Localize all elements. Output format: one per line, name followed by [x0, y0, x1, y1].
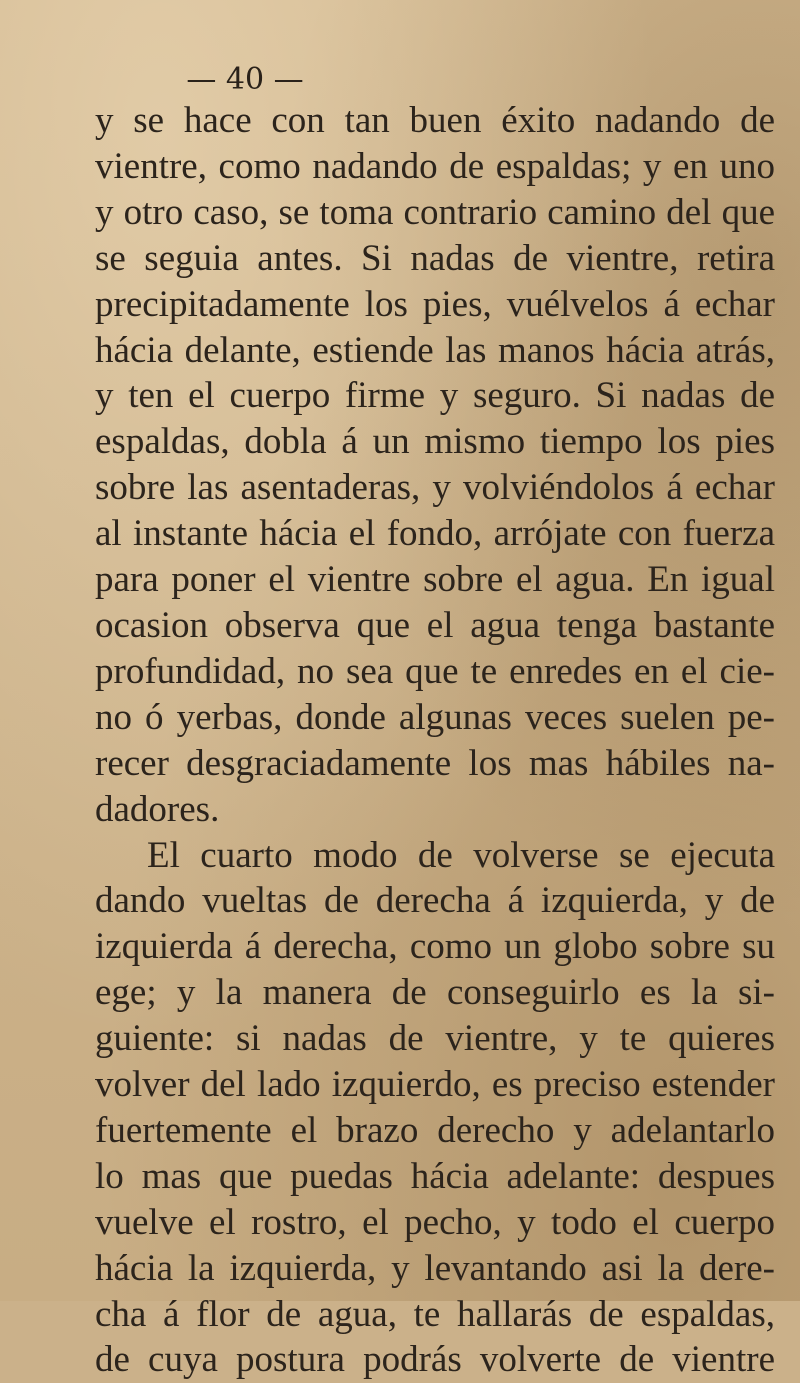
- text-line: hácia la izquierda, y levantando asi la dere-: [95, 1247, 775, 1289]
- text-line: hácia delante, estiende las manos hácia atrás,: [95, 329, 775, 371]
- text-line: izquierda á derecha, como un globo sobre su: [95, 926, 775, 968]
- text-line: cha á flor de agua, te hallarás de espaldas,: [95, 1293, 775, 1335]
- text-line: ocasion observa que el agua tenga bastante: [95, 604, 775, 646]
- text-line: vientre, como nadando de espaldas; y en uno: [95, 145, 775, 187]
- page-number: — 40 —: [186, 62, 304, 97]
- text-line: y se hace con tan buen éxito nadando de: [95, 100, 775, 141]
- text-line: se seguia antes. Si nadas de vientre, retira: [95, 237, 775, 279]
- text-line: lo mas que puedas hácia adelante: despues: [95, 1155, 775, 1197]
- text-line: al instante hácia el fondo, arrójate con fuerza: [95, 513, 775, 555]
- text-line: y ten el cuerpo firme y seguro. Si nadas de: [95, 375, 775, 417]
- text-line: espaldas, dobla á un mismo tiempo los pies: [95, 421, 775, 463]
- text-line: no ó yerbas, donde algunas veces suelen pe-: [95, 696, 775, 738]
- text-line: El cuarto modo de volverse se ejecuta: [147, 834, 775, 876]
- text-line: sobre las asentaderas, y volviéndolos á echar: [95, 467, 775, 509]
- text-line: para poner el vientre sobre el agua. En igual: [95, 559, 775, 601]
- text-line: vuelve el rostro, el pecho, y todo el cuerpo: [95, 1201, 775, 1243]
- text-line: de cuya postura podrás volverte de vientre: [95, 1339, 775, 1381]
- text-line: guiente: si nadas de vientre, y te quieres: [95, 1018, 775, 1060]
- text-line: recer desgraciadamente los mas hábiles na-: [95, 742, 775, 784]
- text-line: precipitadamente los pies, vuélvelos á echar: [95, 283, 775, 325]
- text-line: fuertemente el brazo derecho y adelantarlo: [95, 1109, 775, 1151]
- body-text: [95, 98, 775, 1383]
- text-line: ege; y la manera de conseguirlo es la si-: [95, 972, 775, 1014]
- text-line: profundidad, no sea que te enredes en el cie-: [95, 650, 775, 692]
- text-line: y otro caso, se toma contrario camino del que: [95, 191, 775, 233]
- text-line: volver del lado izquierdo, es preciso estender: [95, 1064, 775, 1106]
- text-line: dadores.: [95, 788, 220, 830]
- text-line: dando vueltas de derecha á izquierda, y de: [95, 880, 775, 922]
